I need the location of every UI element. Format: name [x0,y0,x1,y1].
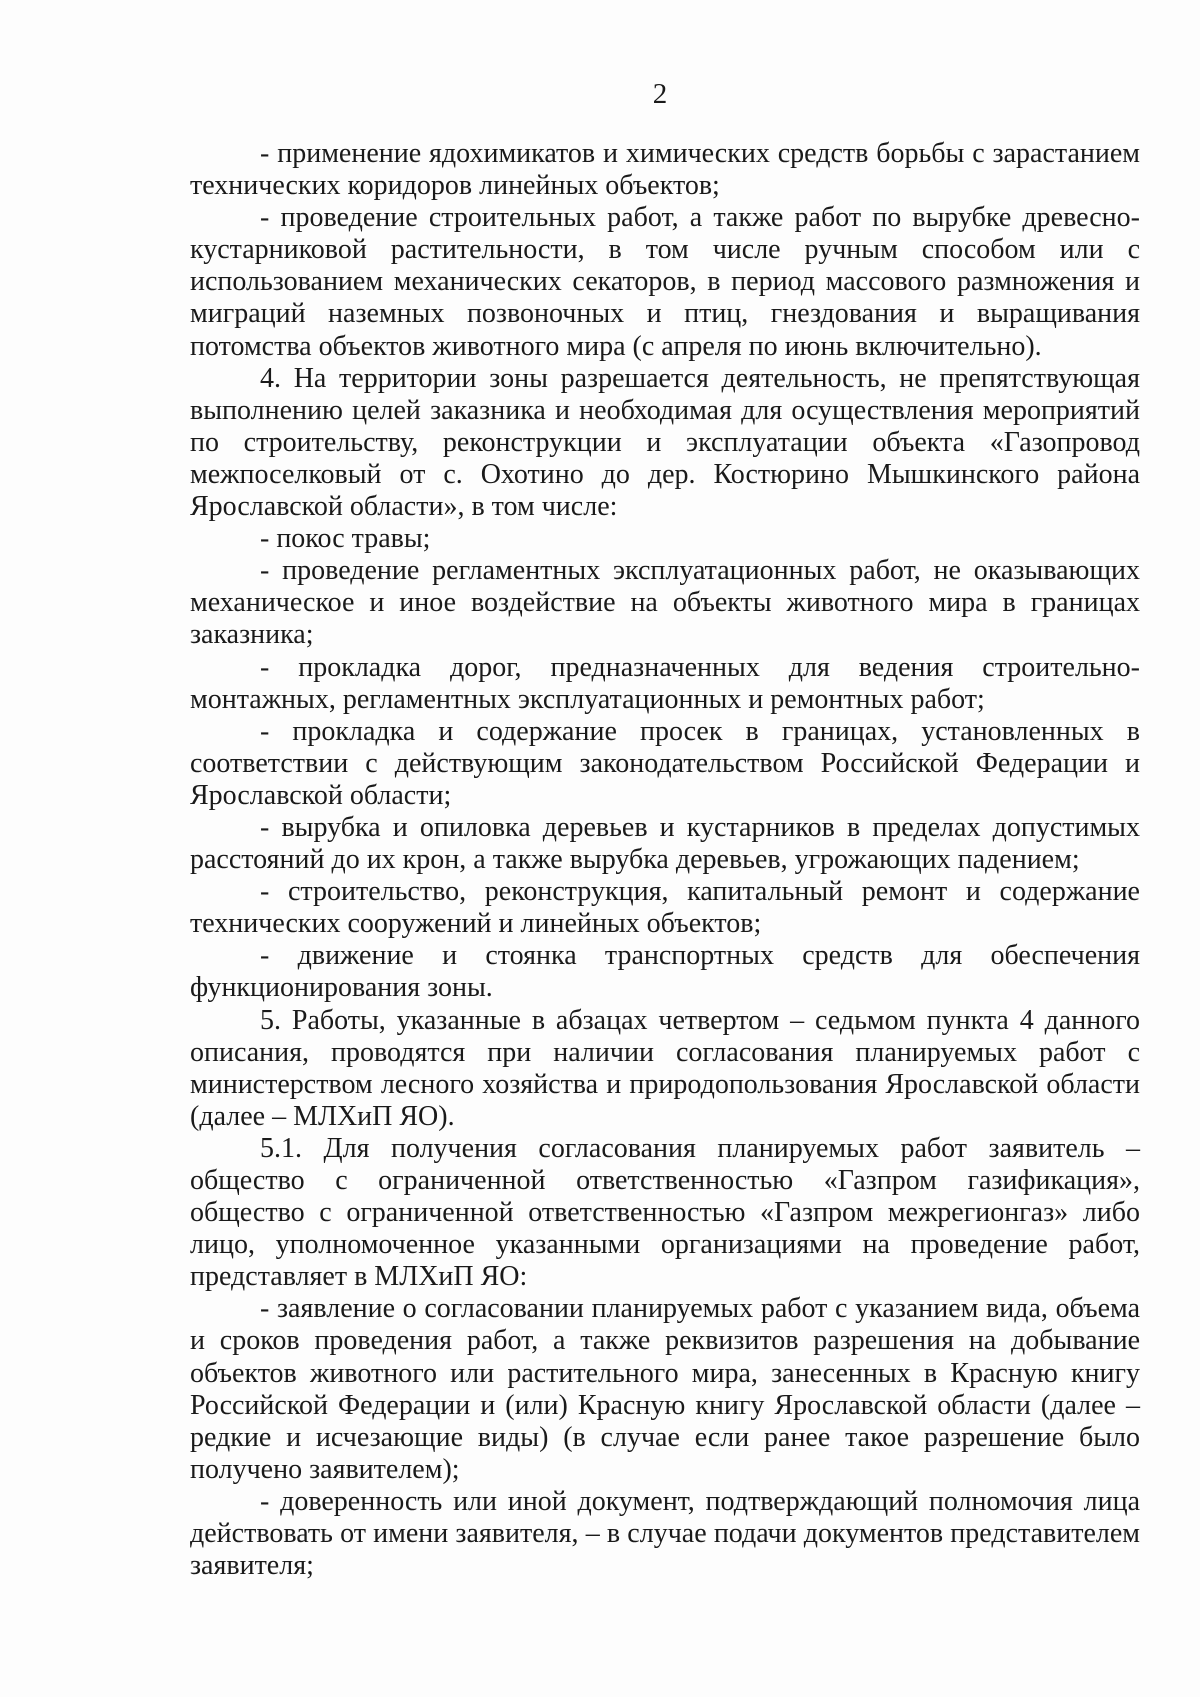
paragraph: - доверенность или иной документ, подтверждающий полномочия лица действовать от имени заявителя, – в случае подачи документов представителем заявителя; [190,1485,1140,1582]
document-body [190,138,1140,1582]
paragraph: 4. На территории зоны разрешается деятельность, не препятствующая выполнению целей заказника и необходимая для осуществления мероприятий по строительству, реконструкции и эксплуатации объекта «Газопровод межпоселковый от с. Охотино до дер. Костюрино Мышкинского района Ярославской области», в том числе: [190,362,1140,523]
paragraph: - проведение регламентных эксплуатационных работ, не оказывающих механическое и иное воздействие на объекты животного мира в границах заказника; [190,555,1140,651]
paragraph: 5. Работы, указанные в абзацах четвертом – седьмом пункта 4 данного описания, проводятся при наличии согласования планируемых работ с министерством лесного хозяйства и природопользования Ярославской области (далее – МЛХиП ЯО). [190,1004,1140,1132]
page-number: 2 [652,78,668,110]
paragraph: - покос травы; [260,523,431,555]
paragraph: - прокладка и содержание просек в границах, установленных в соответствии с действующим законодательством Российской Федерации и Ярославской области; [190,715,1140,811]
paragraph: - заявление о согласовании планируемых работ с указанием вида, объема и сроков проведения работ, а также реквизитов разрешения на добывание объектов животного или растительного мира, занесенных в Красную книгу Российской Федерации и (или) Красную книгу Ярославской области (далее – редкие и исчезающие виды) (в случае если ранее такое разрешение было получено заявителем); [190,1293,1140,1485]
paragraph: - применение ядохимикатов и химических средств борьбы с зарастанием технических коридоров линейных объектов; [190,138,1140,202]
paragraph: - движение и стоянка транспортных средств для обеспечения функционирования зоны. [190,940,1140,1004]
paragraph: - вырубка и опиловка деревьев и кустарников в пределах допустимых расстояний до их крон, а также вырубка деревьев, угрожающих падением; [190,811,1140,876]
paragraph: 5.1. Для получения согласования планируемых работ заявитель – общество с ограниченной ответственностью «Газпром газификация», общество с ограниченной ответственностью «Газпром межрегионгаз» либо лицо, уполномоченное указанными организациями на проведение работ, представляет в МЛХиП ЯО: [190,1132,1140,1293]
paragraph: - проведение строительных работ, а также работ по вырубке древесно-кустарниковой растительности, в том числе ручным способом или с использованием механических секаторов, в период массового размножения и миграций наземных позвоночных и птиц, гнездования и выращивания потомства объектов животного мира (с апреля по июнь включительно). [190,202,1140,362]
paragraph: - прокладка дорог, предназначенных для ведения строительно-монтажных, регламентных эксплуатационных и ремонтных работ; [190,651,1140,715]
paragraph: - строительство, реконструкция, капитальный ремонт и содержание технических сооружений и линейных объектов; [190,876,1140,940]
